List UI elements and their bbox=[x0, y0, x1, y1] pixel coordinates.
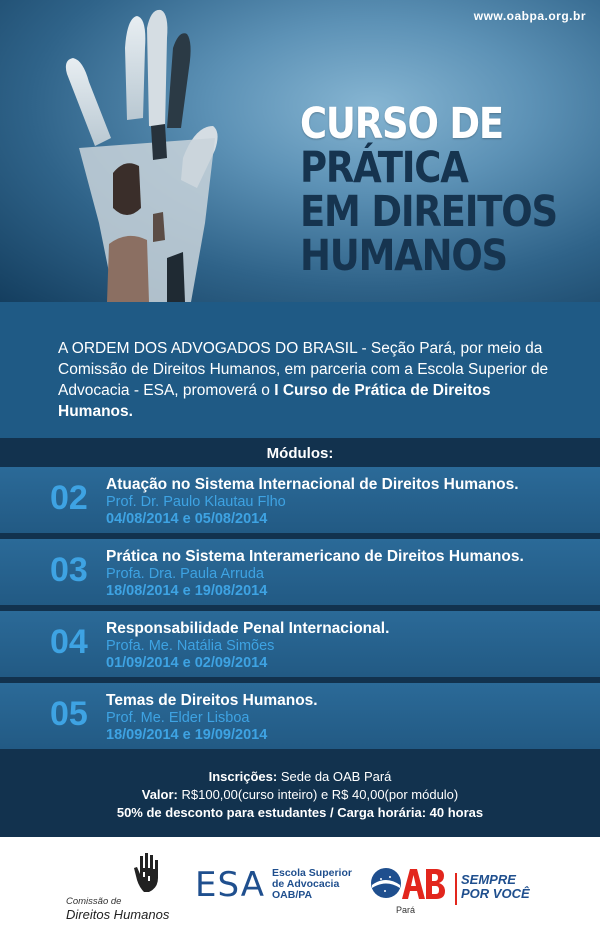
commission-label-2: Direitos Humanos bbox=[66, 907, 170, 922]
slogan-divider-icon bbox=[455, 873, 459, 905]
module-card bbox=[0, 467, 600, 533]
registration-location bbox=[0, 769, 600, 785]
hero-title-line-4: HUMANOS bbox=[300, 231, 507, 281]
module-dates: 18/09/2014 e 19/09/2014 bbox=[106, 727, 268, 743]
hero-title bbox=[300, 99, 557, 281]
slogan-line-1: SEMPRE bbox=[461, 872, 516, 887]
hand-icon bbox=[134, 852, 164, 894]
oab-mark-icon bbox=[370, 865, 445, 905]
registration-label: Inscrições: bbox=[208, 769, 278, 784]
module-title: Atuação no Sistema Internacional de Direitos Humanos. bbox=[106, 476, 519, 493]
intro-section bbox=[0, 302, 600, 438]
module-professor: Prof. Dr. Paulo Klautau Flho bbox=[106, 494, 286, 510]
module-card bbox=[0, 611, 600, 677]
slogan-logo bbox=[455, 873, 540, 909]
registration-info bbox=[0, 755, 600, 837]
slogan-line-2: POR VOCÊ bbox=[461, 886, 530, 901]
hero-title-line-2: PRÁTICA bbox=[300, 143, 468, 193]
website-url[interactable]: www.oabpa.org.br bbox=[473, 9, 586, 23]
module-dates: 01/09/2014 e 02/09/2014 bbox=[106, 655, 268, 671]
discount-line: 50% de desconto para estudantes / Carga horária: 40 horas bbox=[116, 805, 484, 820]
module-title: Temas de Direitos Humanos. bbox=[106, 692, 318, 709]
commission-label-1: Comissão de bbox=[66, 896, 122, 907]
module-title: Prática no Sistema Interamericano de Direitos Humanos. bbox=[106, 548, 524, 565]
registration-value: Sede da OAB Pará bbox=[277, 769, 392, 784]
esa-logo bbox=[195, 865, 355, 907]
hero-title-line-1: CURSO DE bbox=[300, 99, 503, 149]
module-card bbox=[0, 683, 600, 749]
module-card bbox=[0, 539, 600, 605]
esa-name-line-3: OAB/PA bbox=[272, 889, 313, 901]
price-value: R$100,00(curso inteiro) e R$ 40,00(por módulo) bbox=[177, 787, 459, 802]
module-dates: 18/08/2014 e 19/08/2014 bbox=[106, 583, 268, 599]
intro-paragraph bbox=[58, 338, 558, 422]
module-professor: Profa. Me. Natália Simões bbox=[106, 638, 275, 654]
hero-banner bbox=[0, 0, 600, 302]
price-label: Valor: bbox=[141, 787, 178, 802]
modules-section bbox=[0, 438, 600, 755]
module-professor: Profa. Dra. Paula Arruda bbox=[106, 566, 264, 582]
modules-heading: Módulos: bbox=[266, 445, 334, 462]
oab-state-label: Pará bbox=[396, 905, 416, 915]
module-number: 02 bbox=[50, 479, 88, 517]
module-number: 04 bbox=[50, 623, 88, 661]
esa-name-line-1: Escola Superior bbox=[272, 867, 352, 879]
price-line bbox=[0, 787, 600, 803]
esa-name bbox=[272, 868, 352, 901]
intro-course-name: I Curso de Prática de Direitos Humanos. bbox=[58, 382, 491, 420]
module-title: Responsabilidade Penal Internacional. bbox=[106, 620, 390, 637]
footer-logos bbox=[0, 837, 600, 933]
hand-faces-illustration bbox=[55, 8, 255, 302]
intro-text: A ORDEM DOS ADVOGADOS DO BRASIL - Seção Pará, por meio da Comissão de Direitos Humanos, em parceria com a Escola Superior de Advocacia - ESA, promoverá o bbox=[58, 340, 549, 399]
oab-logo bbox=[370, 865, 445, 917]
hero-title-line-3: EM DIREITOS bbox=[300, 187, 557, 237]
module-professor: Prof. Me. Elder Lisboa bbox=[106, 710, 250, 726]
module-dates: 04/08/2014 e 05/08/2014 bbox=[106, 511, 268, 527]
commission-logo bbox=[66, 852, 176, 922]
module-number: 05 bbox=[50, 695, 88, 733]
esa-name-line-2: de Advocacia bbox=[272, 878, 340, 890]
esa-mark: ESA bbox=[195, 865, 265, 905]
module-number: 03 bbox=[50, 551, 88, 589]
